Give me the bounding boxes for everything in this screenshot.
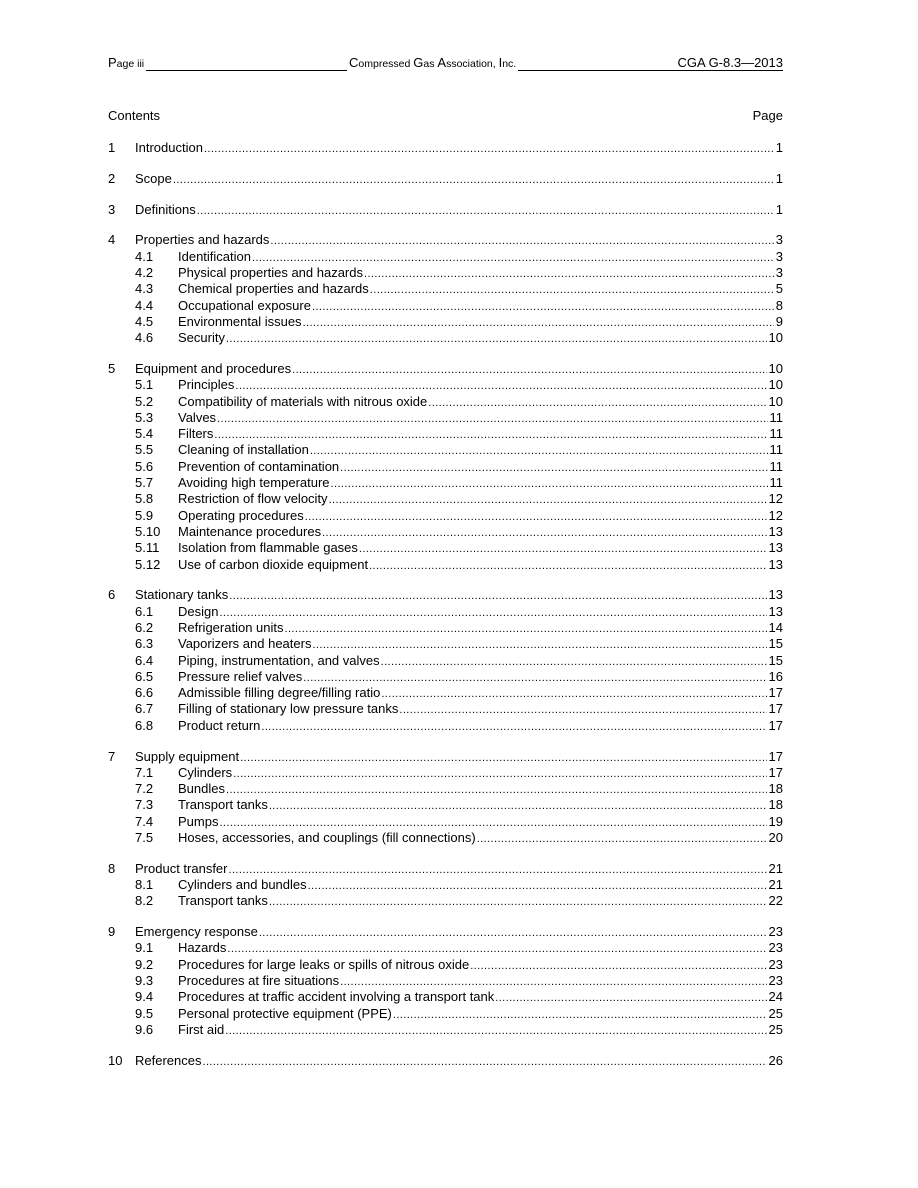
toc-dot-leader: [340, 974, 766, 989]
toc-entry-title: Design: [178, 603, 219, 619]
toc-dot-leader: [428, 395, 766, 410]
toc-entry-page: 13: [768, 587, 783, 603]
toc-entry-page: 12: [768, 507, 783, 523]
toc-entry-number: 7.4: [135, 813, 154, 829]
toc-entry-page: 1: [775, 170, 783, 186]
toc-dot-leader: [393, 1007, 767, 1022]
toc-subsection-entry[interactable]: [108, 249, 783, 265]
toc-section-group: [108, 924, 783, 1038]
toc-subsection-entry[interactable]: [108, 781, 783, 797]
toc-entry-number: 7.5: [135, 829, 154, 845]
toc-entry-page: 9: [775, 313, 783, 329]
toc-entry-page: 25: [768, 1005, 783, 1021]
toc-subsection-entry[interactable]: [108, 508, 783, 524]
toc-subsection-entry[interactable]: [108, 426, 783, 442]
toc-section-group: [108, 587, 783, 734]
toc-subsection-entry[interactable]: [108, 557, 783, 573]
toc-dot-leader: [233, 766, 766, 781]
toc-dot-leader: [470, 958, 766, 973]
toc-entry-page: 24: [768, 989, 783, 1005]
toc-entry-page: 23: [768, 973, 783, 989]
toc-entry-number: 5.2: [135, 393, 154, 409]
toc-dot-leader: [364, 266, 774, 281]
toc-entry-page: 13: [768, 603, 783, 619]
toc-entry-number: 5.12: [135, 556, 161, 572]
toc-section-entry[interactable]: [108, 749, 783, 765]
toc-dot-leader: [219, 815, 766, 830]
header-page-number: [108, 55, 146, 72]
toc-section-entry[interactable]: [108, 232, 783, 248]
toc-entry-title: Piping, instrumentation, and valves: [178, 652, 380, 668]
table-of-contents: [108, 140, 783, 1084]
header-publisher-part: ssociation,: [446, 58, 499, 70]
toc-entry-page: 20: [768, 829, 783, 845]
toc-entry-page: 17: [768, 764, 783, 780]
toc-dot-leader: [269, 798, 767, 813]
toc-subsection-entry[interactable]: [108, 957, 783, 973]
toc-subsection-entry[interactable]: [108, 718, 783, 734]
toc-entry-title: Pressure relief valves: [178, 668, 303, 684]
toc-entry-page: 21: [768, 877, 783, 893]
toc-dot-leader: [331, 476, 768, 491]
toc-subsection-entry[interactable]: [108, 540, 783, 556]
toc-entry-number: 6.8: [135, 717, 154, 733]
toc-section-entry[interactable]: [108, 587, 783, 603]
toc-dot-leader: [322, 525, 766, 540]
toc-entry-title: Hazards: [178, 940, 227, 956]
toc-entry-number: 5.3: [135, 409, 154, 425]
contents-title: Contents: [108, 108, 161, 123]
toc-entry-number: 4.6: [135, 330, 154, 346]
toc-entry-page: 17: [768, 717, 783, 733]
toc-entry-title: Vaporizers and heaters: [178, 636, 312, 652]
toc-dot-leader: [381, 654, 767, 669]
toc-entry-page: 3: [775, 264, 783, 280]
toc-subsection-entry[interactable]: [108, 377, 783, 393]
header-publisher-part: G: [413, 55, 424, 70]
toc-dot-leader: [369, 558, 766, 573]
toc-subsection-entry[interactable]: [108, 314, 783, 330]
toc-entry-number: 6.4: [135, 652, 154, 668]
toc-entry-title: Chemical properties and hazards: [178, 281, 369, 297]
toc-entry-number: 9.3: [135, 973, 154, 989]
toc-entry-number: 7.3: [135, 797, 154, 813]
toc-entry-number: 9.4: [135, 989, 154, 1005]
toc-dot-leader: [285, 621, 767, 636]
toc-entry-page: 11: [769, 475, 783, 491]
toc-entry-number: 5: [108, 360, 116, 376]
toc-entry-title: Scope: [135, 170, 172, 186]
toc-entry-number: 5.6: [135, 458, 154, 474]
toc-entry-page: 18: [768, 797, 783, 813]
toc-entry-title: Filters: [178, 426, 214, 442]
toc-dot-leader: [269, 894, 767, 909]
toc-subsection-entry[interactable]: [108, 669, 783, 685]
toc-entry-page: 21: [768, 860, 783, 876]
toc-dot-leader: [261, 719, 766, 734]
toc-entry-title: Introduction: [135, 140, 203, 155]
header-publisher-part: C: [349, 55, 359, 70]
toc-entry-number: 5.5: [135, 442, 154, 458]
toc-entry-title: First aid: [178, 1021, 225, 1037]
toc-dot-leader: [204, 141, 774, 156]
toc-subsection-entry[interactable]: [108, 491, 783, 507]
toc-entry-title: Supply equipment: [135, 748, 240, 764]
toc-entry-number: 6.3: [135, 636, 154, 652]
toc-entry-title: Prevention of contamination: [178, 458, 340, 474]
toc-dot-leader: [292, 362, 766, 377]
toc-entry-title: Refrigeration units: [178, 619, 284, 635]
toc-subsection-entry[interactable]: [108, 1022, 783, 1038]
toc-subsection-entry[interactable]: [108, 685, 783, 701]
toc-dot-leader: [305, 509, 767, 524]
toc-entry-title: Hoses, accessories, and couplings (fill connections): [178, 829, 476, 845]
toc-dot-leader: [303, 315, 774, 330]
toc-entry-page: 13: [768, 540, 783, 556]
toc-dot-leader: [259, 925, 767, 940]
toc-entry-page: 3: [775, 232, 783, 248]
toc-dot-leader: [399, 702, 766, 717]
toc-section-group: [108, 749, 783, 847]
header-page-prefix: P: [108, 55, 117, 70]
toc-subsection-entry[interactable]: [108, 281, 783, 297]
toc-subsection-entry[interactable]: [108, 604, 783, 620]
toc-entry-page: 10: [768, 393, 783, 409]
toc-entry-number: 5.8: [135, 491, 154, 507]
toc-entry-page: 16: [768, 668, 783, 684]
toc-entry-page: 17: [768, 685, 783, 701]
toc-entry-number: 4.1: [135, 248, 154, 264]
toc-subsection-entry[interactable]: [108, 765, 783, 781]
toc-entry-page: 13: [768, 523, 783, 539]
toc-entry-number: 5.7: [135, 475, 154, 491]
toc-subsection-entry[interactable]: [108, 620, 783, 636]
toc-entry-page: 14: [768, 619, 783, 635]
toc-entry-page: 11: [769, 426, 783, 442]
toc-entry-number: 5.9: [135, 507, 154, 523]
toc-subsection-entry[interactable]: [108, 893, 783, 909]
toc-entry-number: 7: [108, 748, 116, 764]
toc-section-group: [108, 861, 783, 910]
toc-entry-page: 23: [768, 940, 783, 956]
toc-dot-leader: [310, 443, 768, 458]
toc-entry-number: 8: [108, 860, 116, 876]
toc-entry-number: 9.2: [135, 956, 154, 972]
toc-entry-page: 10: [768, 360, 783, 376]
toc-entry-page: 19: [768, 813, 783, 829]
toc-entry-title: Procedures for large leaks or spills of nitrous oxide: [178, 956, 470, 972]
toc-entry-title: Transport tanks: [178, 893, 268, 909]
toc-entry-title: Environmental issues: [178, 313, 302, 329]
toc-subsection-entry[interactable]: [108, 653, 783, 669]
toc-entry-title: References: [135, 1052, 202, 1068]
toc-entry-page: 13: [768, 556, 783, 572]
toc-entry-number: 4.4: [135, 297, 154, 313]
toc-entry-number: 9.5: [135, 1005, 154, 1021]
toc-entry-page: 17: [768, 748, 783, 764]
running-header: [108, 55, 783, 71]
toc-subsection-entry[interactable]: [108, 298, 783, 314]
toc-dot-leader: [229, 862, 767, 877]
toc-section-group: [108, 1053, 783, 1069]
toc-entry-number: 8.1: [135, 877, 154, 893]
toc-subsection-entry[interactable]: [108, 830, 783, 846]
toc-dot-leader: [303, 670, 766, 685]
toc-entry-page: 26: [768, 1052, 783, 1068]
toc-entry-page: 11: [769, 458, 783, 474]
toc-section-entry[interactable]: [108, 1053, 783, 1069]
toc-subsection-entry[interactable]: [108, 797, 783, 813]
toc-dot-leader: [252, 250, 774, 265]
toc-entry-page: 18: [768, 781, 783, 797]
toc-entry-title: Physical properties and hazards: [178, 264, 363, 280]
toc-entry-page: 5: [775, 281, 783, 297]
toc-dot-leader: [214, 427, 767, 442]
toc-section-group: [108, 140, 783, 156]
toc-subsection-entry[interactable]: [108, 410, 783, 426]
toc-entry-number: 4.2: [135, 264, 154, 280]
toc-dot-leader: [312, 637, 766, 652]
toc-entry-page: 17: [768, 701, 783, 717]
toc-dot-leader: [240, 750, 766, 765]
toc-entry-page: 11: [769, 409, 783, 425]
toc-entry-title: Filling of stationary low pressure tanks: [178, 701, 399, 717]
toc-entry-title: Restriction of flow velocity: [178, 491, 328, 507]
toc-subsection-entry[interactable]: [108, 940, 783, 956]
toc-section-entry[interactable]: [108, 202, 783, 218]
toc-dot-leader: [217, 411, 767, 426]
toc-entry-number: 4: [108, 232, 116, 248]
toc-entry-title: Bundles: [178, 781, 225, 797]
toc-subsection-entry[interactable]: [108, 459, 783, 475]
toc-entry-page: 22: [768, 893, 783, 909]
toc-entry-title: Pumps: [178, 813, 219, 829]
toc-subsection-entry[interactable]: [108, 701, 783, 717]
toc-entry-title: Maintenance procedures: [178, 523, 322, 539]
toc-entry-number: 6: [108, 587, 116, 603]
toc-entry-page: 1: [775, 140, 783, 155]
toc-subsection-entry[interactable]: [108, 330, 783, 346]
toc-dot-leader: [227, 941, 766, 956]
header-publisher-part: I: [498, 55, 503, 70]
toc-section-group: [108, 202, 783, 218]
toc-entry-number: 5.10: [135, 523, 161, 539]
toc-subsection-entry[interactable]: [108, 1006, 783, 1022]
toc-entry-number: 5.11: [135, 540, 160, 556]
header-publisher-part: nc.: [502, 58, 517, 70]
header-page-rest: age iii: [116, 58, 145, 70]
toc-entry-title: Occupational exposure: [178, 297, 311, 313]
toc-subsection-entry[interactable]: [108, 475, 783, 491]
toc-entry-title: Security: [178, 330, 225, 346]
toc-dot-leader: [477, 831, 767, 846]
toc-entry-title: Procedures at fire situations: [178, 973, 340, 989]
toc-section-group: [108, 361, 783, 573]
toc-entry-title: Cleaning of installation: [178, 442, 309, 458]
toc-dot-leader: [225, 1023, 766, 1038]
toc-entry-title: Personal protective equipment (PPE): [178, 1005, 392, 1021]
toc-dot-leader: [229, 588, 766, 603]
toc-entry-page: 25: [768, 1021, 783, 1037]
page-column-label: Page: [752, 108, 783, 123]
toc-entry-page: 23: [768, 956, 783, 972]
toc-entry-page: 11: [769, 442, 783, 458]
toc-section-group: [108, 232, 783, 346]
toc-entry-title: Equipment and procedures: [135, 360, 292, 376]
toc-entry-number: 6.6: [135, 685, 154, 701]
header-publisher-part: as: [423, 58, 438, 70]
toc-dot-leader: [312, 299, 774, 314]
toc-section-entry[interactable]: [108, 361, 783, 377]
toc-entry-title: Compatibility of materials with nitrous oxide: [178, 393, 428, 409]
toc-dot-leader: [495, 990, 766, 1005]
toc-entry-number: 9.1: [135, 940, 154, 956]
toc-subsection-entry[interactable]: [108, 265, 783, 281]
toc-entry-title: Cylinders: [178, 764, 233, 780]
toc-entry-number: 6.7: [135, 701, 154, 717]
toc-dot-leader: [219, 605, 766, 620]
toc-entry-page: 1: [775, 201, 783, 217]
toc-entry-number: 9: [108, 924, 116, 940]
toc-entry-number: 5.1: [135, 377, 154, 393]
toc-dot-leader: [359, 541, 767, 556]
toc-dot-leader: [381, 686, 766, 701]
toc-dot-leader: [226, 782, 767, 797]
toc-entry-title: Principles: [178, 377, 235, 393]
toc-entry-number: 6.5: [135, 668, 154, 684]
header-publisher-part: A: [437, 55, 447, 70]
toc-dot-leader: [370, 282, 774, 297]
toc-entry-title: Definitions: [135, 201, 196, 217]
toc-dot-leader: [226, 331, 767, 346]
toc-subsection-entry[interactable]: [108, 636, 783, 652]
toc-entry-title: Product return: [178, 717, 261, 733]
toc-dot-leader: [340, 460, 767, 475]
toc-entry-title: Product transfer: [135, 860, 228, 876]
toc-entry-page: 10: [768, 330, 783, 346]
toc-entry-page: 23: [768, 924, 783, 940]
toc-entry-number: 8.2: [135, 893, 154, 909]
toc-entry-page: 15: [768, 636, 783, 652]
toc-entry-title: Transport tanks: [178, 797, 268, 813]
toc-subsection-entry[interactable]: [108, 394, 783, 410]
toc-entry-title: Emergency response: [135, 924, 258, 940]
toc-entry-title: Identification: [178, 248, 251, 264]
toc-entry-page: 15: [768, 652, 783, 668]
contents-heading-row: [108, 108, 783, 126]
toc-entry-title: Admissible filling degree/filling ratio: [178, 685, 381, 701]
toc-entry-number: 9.6: [135, 1021, 154, 1037]
toc-dot-leader: [270, 233, 773, 248]
toc-entry-title: Cylinders and bundles: [178, 877, 307, 893]
toc-entry-title: Valves: [178, 409, 217, 425]
toc-entry-number: 4.5: [135, 313, 154, 329]
toc-entry-number: 3: [108, 201, 116, 217]
toc-section-entry[interactable]: [108, 140, 783, 156]
toc-entry-page: 12: [768, 491, 783, 507]
toc-dot-leader: [329, 492, 767, 507]
toc-entry-number: 7.2: [135, 781, 154, 797]
toc-entry-number: 6.2: [135, 619, 154, 635]
toc-section-entry[interactable]: [108, 861, 783, 877]
toc-dot-leader: [197, 203, 774, 218]
toc-entry-title: Stationary tanks: [135, 587, 229, 603]
toc-entry-title: Avoiding high temperature: [178, 475, 330, 491]
toc-entry-page: 3: [775, 248, 783, 264]
toc-entry-number: 6.1: [135, 603, 154, 619]
toc-subsection-entry[interactable]: [108, 442, 783, 458]
toc-dot-leader: [173, 172, 774, 187]
toc-dot-leader: [308, 878, 767, 893]
toc-entry-page: 10: [768, 377, 783, 393]
toc-entry-number: 2: [108, 170, 116, 186]
toc-entry-number: 5.4: [135, 426, 154, 442]
toc-entry-number: 7.1: [135, 764, 154, 780]
header-document-id: CGA G-8.3—2013: [677, 55, 783, 70]
toc-section-entry[interactable]: [108, 924, 783, 940]
toc-entry-page: 8: [775, 297, 783, 313]
toc-entry-number: 4.3: [135, 281, 154, 297]
toc-entry-title: Procedures at traffic accident involving a transport tank: [178, 989, 495, 1005]
toc-subsection-entry[interactable]: [108, 877, 783, 893]
toc-dot-leader: [235, 378, 766, 393]
header-publisher-part: ompressed: [358, 58, 414, 70]
toc-entry-title: Isolation from flammable gases: [178, 540, 358, 556]
toc-entry-title: Operating procedures: [178, 507, 304, 523]
toc-entry-number: 10: [108, 1052, 123, 1068]
toc-section-group: [108, 171, 783, 187]
toc-subsection-entry[interactable]: [108, 989, 783, 1005]
toc-subsection-entry[interactable]: [108, 814, 783, 830]
header-publisher: [347, 55, 518, 72]
toc-section-entry[interactable]: [108, 171, 783, 187]
toc-subsection-entry[interactable]: [108, 524, 783, 540]
toc-entry-number: 1: [108, 140, 116, 155]
toc-entry-title: Properties and hazards: [135, 232, 270, 248]
toc-subsection-entry[interactable]: [108, 973, 783, 989]
toc-dot-leader: [202, 1054, 766, 1069]
toc-entry-title: Use of carbon dioxide equipment: [178, 556, 369, 572]
